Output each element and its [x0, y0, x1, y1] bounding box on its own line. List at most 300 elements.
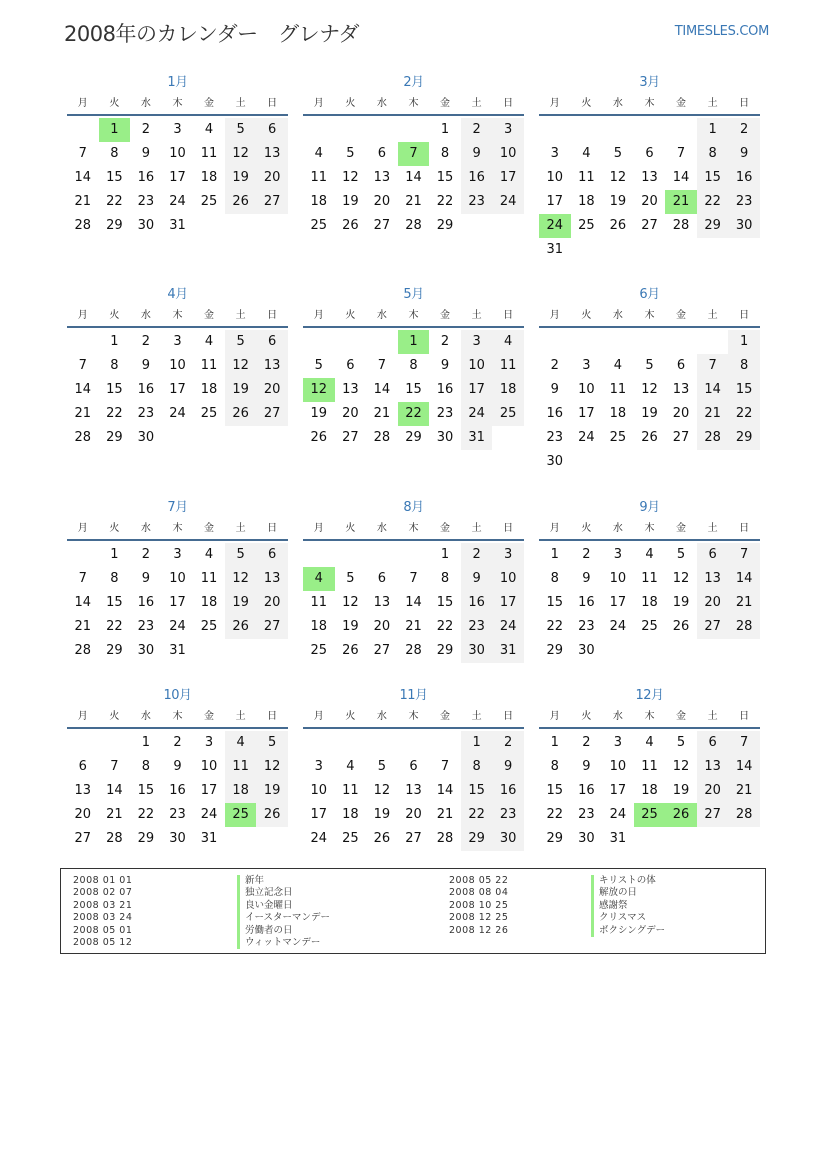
holiday-date: 2008 01 01 — [73, 875, 133, 886]
month-9 — [539, 497, 760, 663]
day-cell: 4 — [645, 735, 654, 750]
day-cell: 28 — [74, 218, 92, 233]
day-cell: 10 — [200, 759, 218, 774]
day-cell: 23 — [436, 406, 454, 421]
weekend-day-cell: 30 — [728, 214, 760, 238]
weekday-label: 水 — [612, 711, 623, 722]
day-cell: 23 — [578, 807, 595, 822]
day-cell: 16 — [546, 406, 564, 421]
page-title: 2008年のカレンダー グレナダ — [64, 22, 360, 46]
day-cell: 29 — [137, 831, 155, 846]
day-cell: 17 — [310, 807, 328, 822]
month-6 — [539, 284, 760, 474]
day-cell: 18 — [200, 170, 218, 185]
weekend-day-cell: 23 — [461, 615, 493, 639]
day-cell: 31 — [169, 218, 186, 233]
empty-cell — [665, 330, 697, 354]
month-days — [539, 118, 760, 262]
day-cell: 23 — [137, 406, 155, 421]
weekday-header — [539, 519, 760, 541]
day-cell: 17 — [578, 406, 595, 421]
day-cell: 14 — [436, 783, 454, 798]
empty-cell — [602, 330, 634, 354]
empty-cell — [539, 330, 571, 354]
holiday-list — [60, 868, 766, 954]
day-cell: 20 — [74, 807, 92, 822]
weekend-day-cell: 2 — [461, 543, 493, 567]
day-cell: 7 — [440, 759, 450, 774]
day-cell: 4 — [346, 759, 355, 774]
month-days — [539, 330, 760, 474]
month-4 — [67, 284, 288, 450]
day-cell: 14 — [672, 170, 690, 185]
weekday-label: 金 — [204, 523, 215, 534]
month-days — [67, 731, 288, 851]
day-cell: 29 — [546, 643, 564, 658]
day-cell: 15 — [546, 595, 564, 610]
day-cell: 31 — [169, 643, 186, 658]
weekend-day-cell: 11 — [492, 354, 524, 378]
weekday-label: 土 — [235, 98, 246, 109]
weekend-day-cell: 21 — [728, 779, 760, 803]
weekday-label: 月 — [313, 711, 324, 722]
weekday-label: 日 — [267, 310, 278, 321]
weekend-day-cell: 17 — [492, 166, 524, 190]
weekday-label: 木 — [644, 711, 655, 722]
day-cell: 27 — [405, 831, 422, 846]
weekend-day-cell: 20 — [256, 591, 288, 615]
weekend-day-cell: 5 — [225, 543, 257, 567]
weekday-header — [67, 306, 288, 328]
day-cell: 3 — [613, 735, 623, 750]
weekend-day-cell: 26 — [256, 803, 288, 827]
day-cell: 21 — [74, 406, 92, 421]
weekday-label: 火 — [581, 523, 592, 534]
weekend-day-cell: 19 — [225, 378, 257, 402]
weekday-label: 金 — [440, 310, 451, 321]
weekend-day-cell: 6 — [697, 543, 729, 567]
weekday-header — [539, 707, 760, 729]
day-cell: 18 — [200, 382, 218, 397]
day-cell: 4 — [204, 334, 214, 349]
weekday-label: 金 — [676, 523, 687, 534]
day-cell: 2 — [550, 358, 559, 373]
holiday-day-cell: 4 — [303, 567, 335, 591]
weekday-header — [67, 519, 288, 541]
weekday-label: 水 — [612, 98, 623, 109]
day-cell: 25 — [200, 194, 218, 209]
day-cell: 11 — [342, 783, 359, 798]
month-5 — [303, 284, 524, 450]
weekend-day-cell: 24 — [461, 402, 493, 426]
weekend-day-cell: 24 — [492, 615, 524, 639]
weekend-day-cell: 22 — [697, 190, 729, 214]
weekend-day-cell: 4 — [225, 731, 257, 755]
weekend-day-cell: 6 — [256, 330, 288, 354]
day-cell: 5 — [645, 358, 654, 373]
month-name: 12月 — [635, 688, 664, 703]
day-cell: 13 — [405, 783, 422, 798]
day-cell: 1 — [550, 547, 559, 562]
month-7 — [67, 497, 288, 663]
day-cell: 28 — [436, 831, 454, 846]
empty-cell — [366, 330, 398, 354]
day-cell: 9 — [173, 759, 182, 774]
day-cell: 11 — [310, 595, 328, 610]
day-cell: 21 — [405, 619, 422, 634]
holiday-date: 2008 05 22 — [449, 875, 509, 886]
weekend-day-cell: 14 — [728, 755, 760, 779]
day-cell: 18 — [200, 595, 218, 610]
month-1 — [67, 72, 288, 238]
month-name: 11月 — [399, 688, 428, 703]
day-cell: 21 — [405, 194, 422, 209]
weekend-day-cell: 5 — [225, 118, 257, 142]
day-cell: 17 — [169, 382, 186, 397]
day-cell: 14 — [74, 595, 92, 610]
weekday-label: 月 — [77, 98, 88, 109]
day-cell: 24 — [310, 831, 328, 846]
day-cell: 2 — [141, 334, 151, 349]
day-cell: 6 — [377, 571, 387, 586]
weekend-day-cell: 16 — [461, 166, 493, 190]
holiday-date: 2008 05 12 — [73, 937, 133, 949]
empty-cell — [303, 731, 335, 755]
weekend-day-cell: 27 — [697, 803, 729, 827]
month-name: 1月 — [167, 75, 188, 90]
day-cell: 6 — [676, 358, 686, 373]
weekend-day-cell: 29 — [697, 214, 729, 238]
day-cell: 3 — [173, 334, 182, 349]
day-cell: 22 — [137, 807, 155, 822]
day-cell: 1 — [550, 735, 559, 750]
empty-cell — [429, 731, 461, 755]
day-cell: 6 — [346, 358, 355, 373]
day-cell: 25 — [200, 406, 218, 421]
day-cell: 7 — [78, 146, 87, 161]
weekend-day-cell: 1 — [728, 330, 760, 354]
weekend-day-cell: 19 — [256, 779, 288, 803]
holiday-name: ウィットマンデー — [245, 937, 321, 949]
day-cell: 20 — [373, 619, 391, 634]
day-cell: 21 — [106, 807, 123, 822]
day-cell: 8 — [110, 146, 119, 161]
holiday-name: 新年 — [245, 875, 265, 886]
weekend-day-cell: 31 — [492, 639, 524, 663]
day-cell: 14 — [373, 382, 391, 397]
day-cell: 25 — [578, 218, 595, 233]
day-cell: 24 — [609, 807, 627, 822]
month-days — [539, 543, 760, 663]
weekday-label: 水 — [140, 310, 151, 321]
day-cell: 5 — [613, 146, 623, 161]
weekend-day-cell: 26 — [225, 402, 257, 426]
day-cell: 4 — [314, 146, 323, 161]
weekend-day-cell: 19 — [225, 166, 257, 190]
day-cell: 16 — [137, 382, 155, 397]
day-cell: 7 — [110, 759, 119, 774]
day-cell: 10 — [310, 783, 328, 798]
day-cell: 13 — [373, 170, 391, 185]
weekday-label: 月 — [549, 310, 560, 321]
day-cell: 19 — [373, 807, 391, 822]
day-cell: 16 — [137, 595, 155, 610]
holiday-name: クリスマス — [599, 912, 647, 924]
day-cell: 23 — [137, 194, 155, 209]
day-cell: 2 — [141, 547, 151, 562]
weekend-day-cell: 8 — [728, 354, 760, 378]
day-cell: 9 — [141, 358, 151, 373]
day-cell: 7 — [409, 571, 418, 586]
weekday-label: 日 — [267, 98, 278, 109]
day-cell: 26 — [310, 430, 328, 445]
weekday-label: 金 — [440, 711, 451, 722]
day-cell: 28 — [373, 430, 391, 445]
day-cell: 14 — [74, 382, 92, 397]
day-cell: 31 — [546, 242, 564, 257]
day-cell: 3 — [314, 759, 323, 774]
holiday-names-col-2 — [591, 875, 665, 937]
weekday-label: 土 — [471, 711, 482, 722]
weekend-day-cell: 26 — [225, 190, 257, 214]
weekday-label: 木 — [172, 310, 183, 321]
weekend-day-cell: 14 — [697, 378, 729, 402]
holiday-date: 2008 10 25 — [449, 899, 509, 911]
day-cell: 28 — [74, 430, 92, 445]
month-10 — [67, 685, 288, 851]
day-cell: 13 — [373, 595, 391, 610]
weekend-day-cell: 21 — [697, 402, 729, 426]
day-cell: 8 — [550, 759, 559, 774]
day-cell: 10 — [169, 146, 186, 161]
day-cell: 24 — [609, 619, 627, 634]
weekday-label: 金 — [676, 98, 687, 109]
day-cell: 4 — [582, 146, 591, 161]
weekend-day-cell: 10 — [492, 567, 524, 591]
weekend-day-cell: 21 — [728, 591, 760, 615]
empty-cell — [67, 330, 99, 354]
day-cell: 29 — [436, 643, 454, 658]
weekday-label: 土 — [707, 711, 718, 722]
weekend-day-cell: 14 — [728, 567, 760, 591]
weekday-label: 水 — [376, 98, 387, 109]
day-cell: 15 — [405, 382, 422, 397]
weekday-label: 月 — [313, 310, 324, 321]
day-cell: 30 — [137, 218, 155, 233]
weekend-day-cell: 9 — [461, 142, 493, 166]
weekend-day-cell: 12 — [225, 354, 257, 378]
empty-cell — [634, 330, 666, 354]
day-cell: 14 — [405, 170, 422, 185]
weekend-day-cell: 12 — [225, 567, 257, 591]
weekday-label: 水 — [376, 523, 387, 534]
weekday-label: 火 — [581, 98, 592, 109]
day-cell: 26 — [641, 430, 658, 445]
day-cell: 25 — [310, 218, 328, 233]
month-name: 6月 — [639, 287, 660, 302]
day-cell: 18 — [609, 406, 627, 421]
weekday-label: 土 — [471, 523, 482, 534]
empty-cell — [665, 118, 697, 142]
day-cell: 15 — [436, 170, 454, 185]
holiday-name: 労働者の日 — [245, 924, 293, 936]
weekend-day-cell: 7 — [728, 731, 760, 755]
day-cell: 28 — [405, 218, 422, 233]
weekday-label: 火 — [581, 711, 592, 722]
day-cell: 14 — [405, 595, 422, 610]
day-cell: 10 — [169, 358, 186, 373]
weekday-header — [303, 707, 524, 729]
weekend-day-cell: 27 — [697, 615, 729, 639]
day-cell: 18 — [578, 194, 595, 209]
month-3 — [539, 72, 760, 262]
weekend-day-cell: 1 — [697, 118, 729, 142]
weekend-day-cell: 1 — [461, 731, 493, 755]
day-cell: 21 — [74, 619, 92, 634]
empty-cell — [67, 731, 99, 755]
holiday-date: 2008 08 04 — [449, 887, 509, 899]
day-cell: 22 — [106, 619, 123, 634]
month-days — [539, 731, 760, 851]
weekday-label: 火 — [109, 523, 120, 534]
weekday-header — [303, 519, 524, 541]
weekday-label: 月 — [313, 523, 324, 534]
holiday-name: ボクシングデー — [599, 924, 666, 936]
day-cell: 8 — [110, 358, 119, 373]
weekday-label: 月 — [549, 523, 560, 534]
day-cell: 27 — [373, 643, 391, 658]
weekday-label: 火 — [581, 310, 592, 321]
day-cell: 5 — [377, 759, 387, 774]
holiday-date: 2008 03 24 — [73, 912, 133, 924]
day-cell: 19 — [310, 406, 328, 421]
day-cell: 17 — [169, 170, 186, 185]
weekend-day-cell: 6 — [256, 543, 288, 567]
day-cell: 22 — [546, 807, 564, 822]
empty-cell — [398, 543, 430, 567]
day-cell: 7 — [676, 146, 686, 161]
empty-cell — [602, 118, 634, 142]
day-cell: 19 — [342, 194, 359, 209]
weekend-day-cell: 16 — [461, 591, 493, 615]
day-cell: 15 — [106, 595, 123, 610]
day-cell: 1 — [110, 547, 119, 562]
day-cell: 11 — [641, 571, 658, 586]
day-cell: 4 — [204, 122, 214, 137]
weekday-header — [539, 94, 760, 116]
weekday-label: 金 — [204, 310, 215, 321]
day-cell: 24 — [200, 807, 218, 822]
weekday-label: 土 — [235, 523, 246, 534]
month-name: 10月 — [163, 688, 192, 703]
day-cell: 4 — [204, 547, 214, 562]
day-cell: 15 — [436, 595, 454, 610]
holiday-date: 2008 03 21 — [73, 899, 133, 911]
day-cell: 8 — [110, 571, 119, 586]
month-days — [303, 118, 524, 238]
day-cell: 16 — [436, 382, 454, 397]
weekend-day-cell: 29 — [728, 426, 760, 450]
weekday-header — [539, 306, 760, 328]
day-cell: 10 — [609, 759, 627, 774]
day-cell: 12 — [342, 170, 359, 185]
brand-link[interactable]: TIMESLES.COM — [674, 24, 769, 39]
weekend-day-cell: 20 — [256, 166, 288, 190]
day-cell: 8 — [440, 571, 450, 586]
empty-cell — [366, 731, 398, 755]
holiday-day-cell: 25 — [634, 803, 666, 827]
day-cell: 29 — [436, 218, 454, 233]
day-cell: 25 — [641, 619, 658, 634]
day-cell: 18 — [342, 807, 359, 822]
weekend-day-cell: 19 — [225, 591, 257, 615]
weekend-day-cell: 8 — [697, 142, 729, 166]
day-cell: 18 — [641, 783, 658, 798]
month-name: 4月 — [167, 287, 188, 302]
weekend-day-cell: 25 — [492, 402, 524, 426]
weekend-day-cell: 9 — [492, 755, 524, 779]
day-cell: 30 — [137, 430, 155, 445]
day-cell: 25 — [609, 430, 627, 445]
day-cell: 12 — [641, 382, 658, 397]
empty-cell — [539, 118, 571, 142]
day-cell: 11 — [200, 571, 218, 586]
weekend-day-cell: 9 — [461, 567, 493, 591]
day-cell: 3 — [613, 547, 623, 562]
weekend-day-cell: 7 — [697, 354, 729, 378]
weekend-day-cell: 5 — [256, 731, 288, 755]
month-name: 3月 — [639, 75, 660, 90]
weekend-day-cell: 12 — [256, 755, 288, 779]
weekday-label: 木 — [408, 711, 419, 722]
day-cell: 29 — [405, 430, 422, 445]
weekend-day-cell: 22 — [728, 402, 760, 426]
day-cell: 11 — [200, 358, 218, 373]
day-cell: 23 — [546, 430, 564, 445]
weekend-day-cell: 20 — [697, 779, 729, 803]
weekday-label: 日 — [267, 711, 278, 722]
weekday-header — [303, 94, 524, 116]
weekend-day-cell: 10 — [461, 354, 493, 378]
day-cell: 13 — [672, 382, 690, 397]
holiday-date: 2008 12 25 — [449, 912, 509, 924]
day-cell: 1 — [110, 334, 119, 349]
day-cell: 21 — [74, 194, 92, 209]
holiday-day-cell: 21 — [665, 190, 697, 214]
weekday-label: 火 — [345, 523, 356, 534]
day-cell: 5 — [346, 146, 355, 161]
day-cell: 4 — [645, 547, 654, 562]
day-cell: 19 — [641, 406, 658, 421]
day-cell: 15 — [546, 783, 564, 798]
weekday-label: 金 — [204, 711, 215, 722]
empty-cell — [697, 330, 729, 354]
day-cell: 30 — [169, 831, 186, 846]
weekend-day-cell: 10 — [492, 142, 524, 166]
day-cell: 8 — [409, 358, 418, 373]
day-cell: 15 — [106, 382, 123, 397]
weekday-label: 火 — [109, 310, 120, 321]
weekend-day-cell: 3 — [492, 118, 524, 142]
day-cell: 5 — [314, 358, 323, 373]
holiday-day-cell: 26 — [665, 803, 697, 827]
month-name: 5月 — [403, 287, 424, 302]
day-cell: 10 — [609, 571, 627, 586]
day-cell: 30 — [436, 430, 454, 445]
day-cell: 19 — [672, 783, 690, 798]
day-cell: 24 — [169, 194, 186, 209]
holiday-day-cell: 7 — [398, 142, 430, 166]
